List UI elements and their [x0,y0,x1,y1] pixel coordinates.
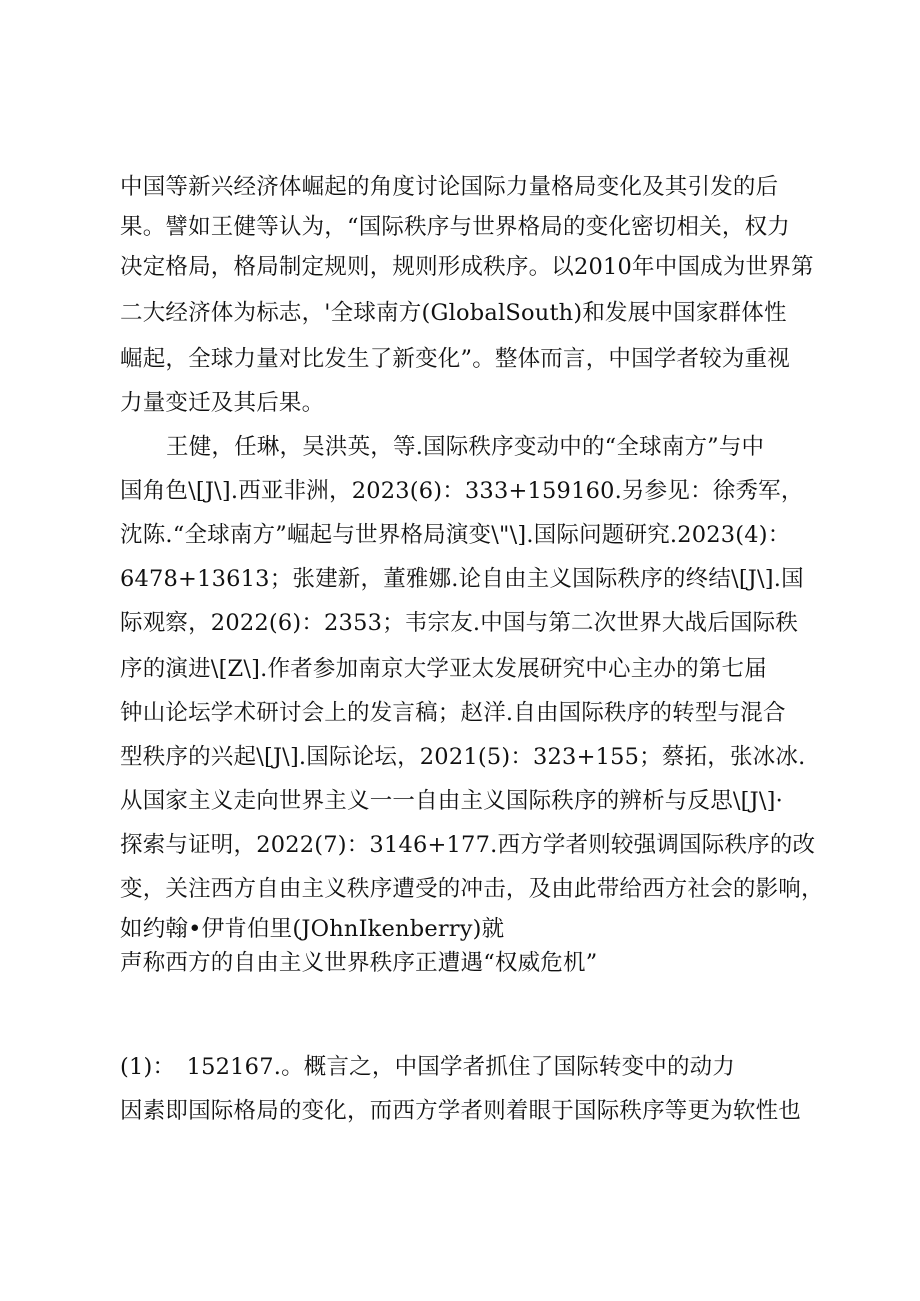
footnote-line: 际观察，2022(6)：2353；韦宗友.中国与第二次世界大战后国际秩 [120,610,799,636]
text-line: 果。譬如王健等认为，“国际秩序与世界格局的变化密切相关，权力 [120,214,791,240]
footnote-line: 钟山论坛学术研讨会上的发言稿；赵洋.自由国际秩序的转型与混合 [120,700,786,726]
footnote-line: 沈陈.“全球南方”崛起与世界格局演变\"\].国际问题研究.2023(4)： [120,522,791,548]
text-line: 决定格局，格局制定规则，规则形成秩序。以2010年中国成为世界第 [120,254,814,280]
text-line: 二大经济体为标志，'全球南方(GlobalSouth)和发展中国家群体性 [120,300,787,326]
footnote-line: 从国家主义走向世界主义一一自由主义国际秩序的辨析与反思\[J\]· [120,788,783,814]
text-line: (1)： 152167.。概言之，中国学者抓住了国际转变中的动力 [120,1054,736,1080]
footnote-line: 型秩序的兴起\[J\].国际论坛，2021(5)：323+155；蔡拓，张冰冰. [120,744,806,770]
footnote-line: 国角色\[J\].西亚非洲，2023(6)：333+159160.另参见：徐秀军， [120,478,804,504]
text-line: 声称西方的自由主义世界秩序正遭遇“权威危机” [120,950,598,976]
text-line: 如约翰•伊肯伯里(JOhnIkenberry)就 [120,916,505,942]
text-line: 崛起，全球力量对比发生了新变化”。整体而言，中国学者较为重视 [120,346,791,372]
footnote-line: 6478+13613；张建新，董雅娜.论自由主义国际秩序的终结\[J\].国 [120,566,804,592]
text-line: 力量变迁及其后果。 [120,390,325,416]
footnote-line: 序的演进\[Z\].作者参加南京大学亚太发展研究中心主办的第七届 [120,656,767,682]
text-line: 中国等新兴经济体崛起的角度讨论国际力量格局变化及其引发的后 [120,174,779,200]
text-line: 变，关注西方自由主义秩序遭受的冲击，及由此带给西方社会的影响， [120,876,824,902]
footnote-line: 王健，任琳，吴洪英，等.国际秩序变动中的“全球南方”与中 [166,434,765,460]
text-line: 因素即国际格局的变化，而西方学者则着眼于国际秩序等更为软性也 [120,1098,802,1124]
text-line: 探索与证明，2022(7)：3146+177.西方学者则较强调国际秩序的改 [120,832,816,858]
